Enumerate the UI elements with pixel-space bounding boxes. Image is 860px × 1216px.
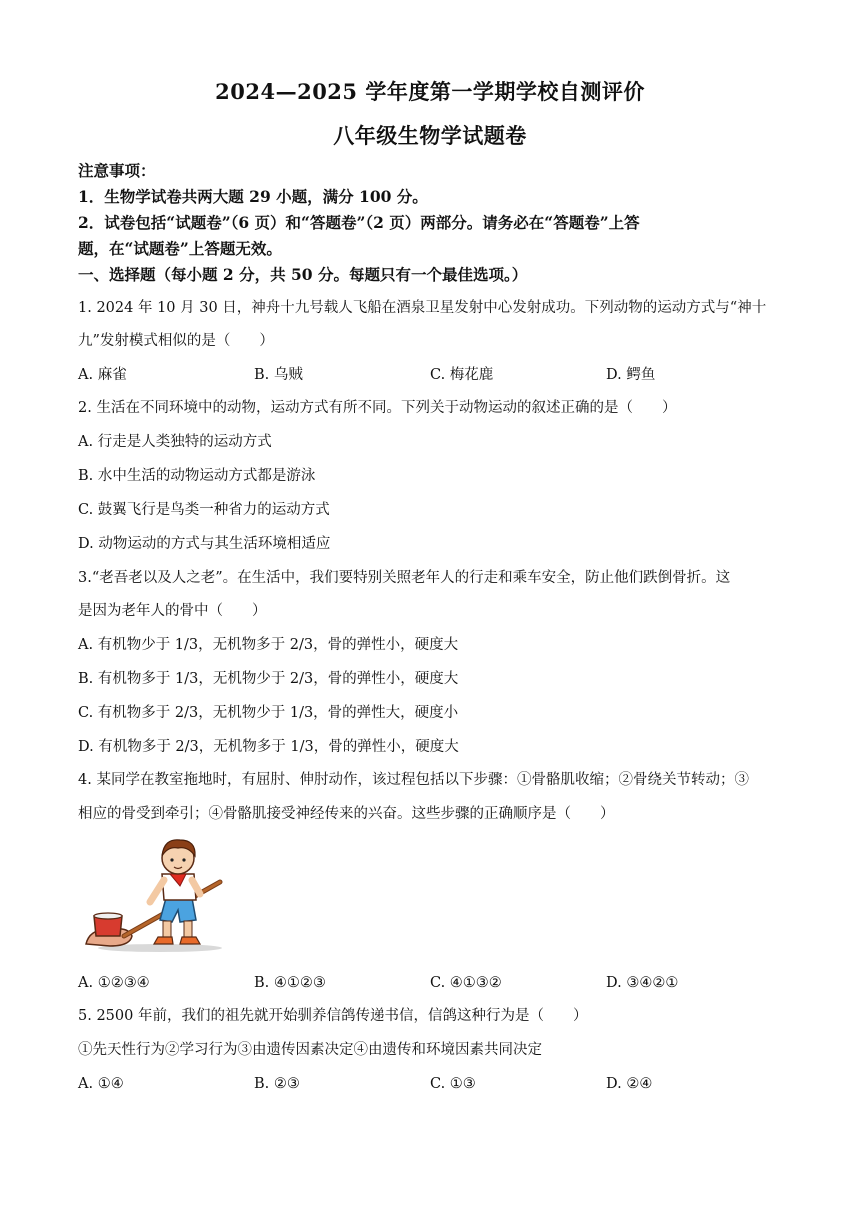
question-1-option-c: C. 梅花鹿	[430, 367, 494, 383]
question-4-option-a: A. ①②③④	[78, 975, 150, 991]
question-3-option-a: A. 有机物少于 1/3，无机物多于 2/3，骨的弹性小，硬度大	[78, 637, 459, 653]
mopping-student-illustration	[80, 836, 226, 956]
question-1-option-b: B. 乌贼	[254, 367, 303, 383]
section-heading: 一、选择题（每小题 2 分，共 50 分。每题只有一个最佳选项。）	[78, 265, 528, 284]
page-title: 2024—2025 学年度第一学期学校自测评价	[215, 79, 645, 104]
notice-item-2-line-2: 题，在“试题卷”上答题无效。	[78, 239, 282, 258]
question-5-option-c: C. ①③	[430, 1076, 476, 1092]
question-2-option-a: A. 行走是人类独特的运动方式	[78, 434, 272, 450]
question-4-option-d: D. ③④②①	[606, 975, 679, 991]
question-4-option-c: C. ④①③②	[430, 975, 502, 991]
question-5-option-b: B. ②③	[254, 1076, 300, 1092]
question-3-text-line-2: 是因为老年人的骨中（ ）	[78, 603, 267, 619]
notice-heading: 注意事项：	[78, 161, 156, 180]
question-5-option-a: A. ①④	[78, 1076, 124, 1092]
question-4-text-line-2: 相应的骨受到牵引；④骨骼肌接受神经传来的兴奋。这些步骤的正确顺序是（ ）	[78, 806, 615, 822]
question-5-options	[78, 1074, 784, 1094]
notice-item-2-line-1: 2．试卷包括“试题卷”（6 页）和“答题卷”（2 页）两部分。请务必在“答题卷”上答	[78, 213, 640, 232]
question-3-option-d: D. 有机物多于 2/3，无机物多于 1/3，骨的弹性小，硬度大	[78, 739, 459, 755]
question-3-text-line-1: 3.“老吾老以及人之老”。在生活中，我们要特别关照老年人的行走和乘车安全，防止他们跌倒骨折。这	[78, 570, 731, 586]
page-subtitle: 八年级生物学试题卷	[333, 123, 527, 148]
question-1-text-line-2: 九”发射模式相似的是（ ）	[78, 333, 274, 349]
question-5-text-line-1: 5. 2500 年前，我们的祖先就开始驯养信鸽传递书信，信鸽这种行为是（ ）	[78, 1008, 588, 1024]
question-4-option-b: B. ④①②③	[254, 975, 326, 991]
question-2-option-c: C. 鼓翼飞行是鸟类一种省力的运动方式	[78, 502, 330, 518]
question-1-text-line-1: 1. 2024 年 10 月 30 日，神舟十九号载人飞船在酒泉卫星发射中心发射成功。下列动物的运动方式与“神十	[78, 300, 767, 316]
question-4-text-line-1: 4. 某同学在教室拖地时，有屈肘、伸肘动作，该过程包括以下步骤：①骨骼肌收缩；②骨绕关节转动；③	[78, 772, 749, 788]
question-2-option-d: D. 动物运动的方式与其生活环境相适应	[78, 536, 331, 552]
question-1-options	[78, 365, 784, 385]
question-2-option-b: B. 水中生活的动物运动方式都是游泳	[78, 468, 316, 484]
question-3-option-c: C. 有机物多于 2/3，无机物少于 1/3，骨的弹性大，硬度小	[78, 705, 459, 721]
question-3-option-b: B. 有机物多于 1/3，无机物少于 2/3，骨的弹性小，硬度大	[78, 671, 459, 687]
question-1-option-a: A. 麻雀	[78, 367, 127, 383]
question-1-option-d: D. 鳄鱼	[606, 367, 656, 383]
notice-item-1: 1．生物学试卷共两大题 29 小题，满分 100 分。	[78, 187, 428, 206]
question-2-text: 2. 生活在不同环境中的动物，运动方式有所不同。下列关于动物运动的叙述正确的是（ ）	[78, 400, 677, 416]
question-4-options	[78, 973, 784, 993]
question-5-text-line-2: ①先天性行为②学习行为③由遗传因素决定④由遗传和环境因素共同决定	[78, 1042, 542, 1058]
question-5-option-d: D. ②④	[606, 1076, 653, 1092]
